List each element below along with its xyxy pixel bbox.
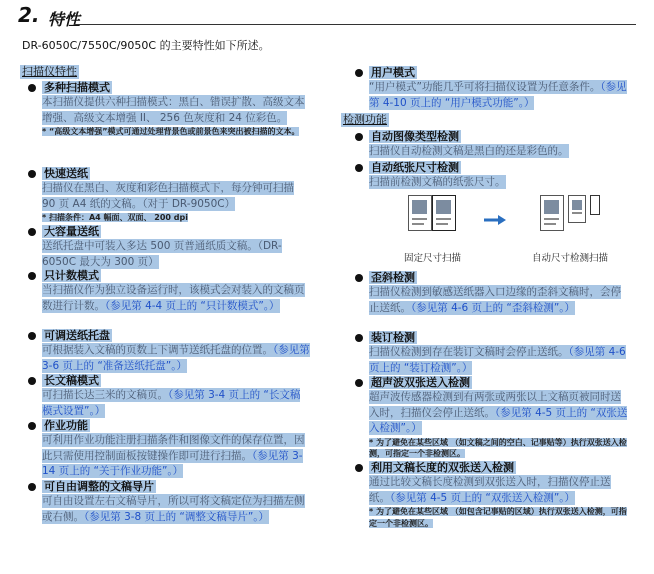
page-reference-link[interactable]: （参见第 4-5 页上的 “双张送入检测”。） bbox=[390, 491, 576, 504]
section-scanner-features: 扫描仪特性 bbox=[22, 65, 77, 78]
paper-size-figure bbox=[368, 193, 628, 268]
bullet-icon bbox=[28, 483, 36, 491]
bullet-icon bbox=[355, 164, 363, 172]
document-thumbnail bbox=[432, 195, 456, 231]
feature-body: 当扫描仪作为独立设备运行时，该模式会对装入的文稿页数进行计数。 bbox=[42, 284, 305, 312]
feature-body: 可根据装入文稿的页数上下调节送纸托盘的位置。 bbox=[42, 344, 273, 356]
bullet-icon bbox=[28, 272, 36, 280]
feature-heading: 多种扫描模式 bbox=[44, 81, 110, 94]
feature-body: 扫描仪在黑白、灰度和彩色扫描模式下，每分钟可扫描 90 页 A4 纸的文稿。（对于 DR-9050C） bbox=[42, 182, 294, 210]
page-header bbox=[18, 3, 636, 29]
intro-text: DR-6050C/7550C/9050C 的主要特性如下所述。 bbox=[22, 39, 270, 52]
feature-heading: 自动纸张尺寸检测 bbox=[371, 161, 459, 174]
feature-body: 扫描仪自动检测文稿是黑白的还是彩色的。 bbox=[369, 145, 569, 157]
page-reference-link[interactable]: （参见第 3-4 页上的 “长文稿模式设置”。） bbox=[42, 389, 301, 417]
bullet-icon bbox=[355, 464, 363, 472]
feature-adjustable-tray bbox=[28, 328, 310, 374]
bullet-icon bbox=[355, 69, 363, 77]
feature-fast-feed bbox=[28, 166, 310, 224]
feature-heading: 可自由调整的文稿导片 bbox=[44, 480, 154, 493]
feature-count-only bbox=[28, 268, 310, 314]
bullet-icon bbox=[28, 84, 36, 92]
figure-caption: 自动尺寸检测扫描 bbox=[532, 253, 609, 264]
page-reference-link[interactable]: （参见第 4-5 页上的 “双张送入检测”。） bbox=[369, 406, 628, 434]
bullet-icon bbox=[28, 422, 36, 430]
page-reference-link[interactable]: （参见第 4-4 页上的 “只计数模式”。） bbox=[105, 299, 280, 312]
feature-body: 可自由设置左右文稿导片，所以可将文稿定位为扫描左侧或右侧。 bbox=[42, 495, 305, 523]
bullet-icon bbox=[355, 274, 363, 282]
feature-body: 送纸托盘中可装入多达 500 页普通纸质文稿。（DR-6050C 最大为 300 页） bbox=[42, 240, 282, 268]
feature-body: 扫描仪检测到敏感送纸器入口边缘的歪斜文稿时，会停止送纸。 bbox=[369, 286, 621, 314]
bullet-icon bbox=[28, 377, 36, 385]
section-detection-features: 检测功能 bbox=[343, 113, 387, 126]
feature-body: 可扫描长达三米的文稿页。 bbox=[42, 389, 168, 401]
bullet-icon bbox=[355, 334, 363, 342]
bullet-icon bbox=[28, 332, 36, 340]
feature-body: 扫描仪检测到存在装订文稿时会停止送纸。 bbox=[369, 346, 569, 358]
figure-caption: 固定尺寸扫描 bbox=[404, 253, 462, 264]
feature-body: 本扫描仪提供六种扫描模式：黑白、错误扩散、高级文本增强、高级文本增强 II、 256 色灰度和 24 位彩色。 bbox=[42, 96, 305, 124]
document-thumbnail bbox=[540, 195, 564, 231]
feature-skew-detection bbox=[355, 270, 628, 316]
document-thumbnail bbox=[568, 195, 586, 223]
header-rule bbox=[74, 24, 636, 25]
bullet-icon bbox=[28, 170, 36, 178]
feature-note: * 为了避免在某些区域 （如包含记事贴的区域）执行双张送入检测，可指定一个非检测区。 bbox=[369, 507, 627, 528]
feature-scan-modes bbox=[28, 80, 310, 138]
feature-heading: 装订检测 bbox=[371, 331, 415, 344]
feature-large-capacity bbox=[28, 224, 310, 270]
bullet-icon bbox=[355, 133, 363, 141]
feature-body: 可利用作业功能注册扫描条件和图像文件的保存位置，因此只需使用控制面板按键操作即可进行扫描。 bbox=[42, 434, 305, 462]
feature-heading: 长文稿模式 bbox=[44, 374, 99, 387]
bullet-icon bbox=[355, 379, 363, 387]
feature-body: 扫描前检测文稿的纸张尺寸。 bbox=[369, 176, 506, 188]
page-reference-link[interactable]: （参见第 3-6 页上的 “准备送纸托盘”。） bbox=[42, 344, 310, 372]
feature-heading: 用户模式 bbox=[371, 66, 415, 79]
feature-note: * “高级文本增强”模式可通过处理背景色或前景色来突出被扫描的文本。 bbox=[42, 127, 300, 136]
chapter-number: 2. bbox=[18, 3, 40, 27]
bullet-icon bbox=[28, 228, 36, 236]
feature-heading: 歪斜检测 bbox=[371, 271, 415, 284]
feature-ultrasonic-double-feed bbox=[355, 375, 628, 460]
feature-heading: 大容量送纸 bbox=[44, 225, 99, 238]
feature-heading: 作业功能 bbox=[44, 419, 88, 432]
feature-job-function bbox=[28, 418, 310, 480]
feature-image-type-detection bbox=[355, 129, 628, 160]
page-reference-link[interactable]: （参见第 4-6 页上的 “装订检测”。） bbox=[369, 346, 626, 374]
feature-staple-detection bbox=[355, 330, 628, 376]
feature-document-guides bbox=[28, 479, 310, 525]
chapter-title: 特性 bbox=[48, 10, 81, 29]
document-thumbnail bbox=[408, 195, 432, 231]
page-reference-link[interactable]: （参见第 3-14 页上的 “关于作业功能”。） bbox=[42, 449, 303, 477]
feature-user-mode bbox=[355, 65, 628, 111]
feature-note: * 为了避免在某些区域 （如文稿之间的空白、记事贴等）执行双张送入检测，可指定一个非检测区。 bbox=[369, 437, 627, 458]
page-reference-link[interactable]: （参见第 4-6 页上的 “歪斜检测”。） bbox=[411, 301, 576, 314]
feature-long-document bbox=[28, 373, 310, 419]
feature-heading: 自动图像类型检测 bbox=[371, 130, 459, 143]
feature-body: 通过比较文稿长度检测到双张送入时，扫描仪停止送纸。 bbox=[369, 476, 611, 504]
feature-paper-size-detection bbox=[355, 160, 628, 191]
feature-body: 超声波传感器检测到有两张或两张以上文稿页被同时送入时，扫描仪会停止送纸。 bbox=[369, 391, 621, 419]
document-thumbnail bbox=[590, 195, 600, 215]
feature-heading: 只计数模式 bbox=[44, 269, 99, 282]
feature-heading: 利用文稿长度的双张送入检测 bbox=[371, 461, 514, 474]
feature-heading: 快速送纸 bbox=[44, 167, 88, 180]
feature-length-double-feed bbox=[355, 460, 628, 529]
arrow-right-icon bbox=[484, 215, 506, 225]
feature-heading: 超声波双张送入检测 bbox=[371, 376, 470, 389]
feature-body: “用户模式”功能几乎可将扫描仪设置为任意条件。 bbox=[369, 81, 601, 93]
page-reference-link[interactable]: （参见第 4-10 页上的 “用户模式功能”。） bbox=[369, 81, 627, 109]
feature-heading: 可调送纸托盘 bbox=[44, 329, 110, 342]
feature-note: * 扫描条件：A4 幅面、双面、 200 dpi bbox=[42, 213, 188, 222]
page-reference-link[interactable]: （参见第 3-8 页上的 “调整文稿导片”。） bbox=[84, 510, 270, 523]
